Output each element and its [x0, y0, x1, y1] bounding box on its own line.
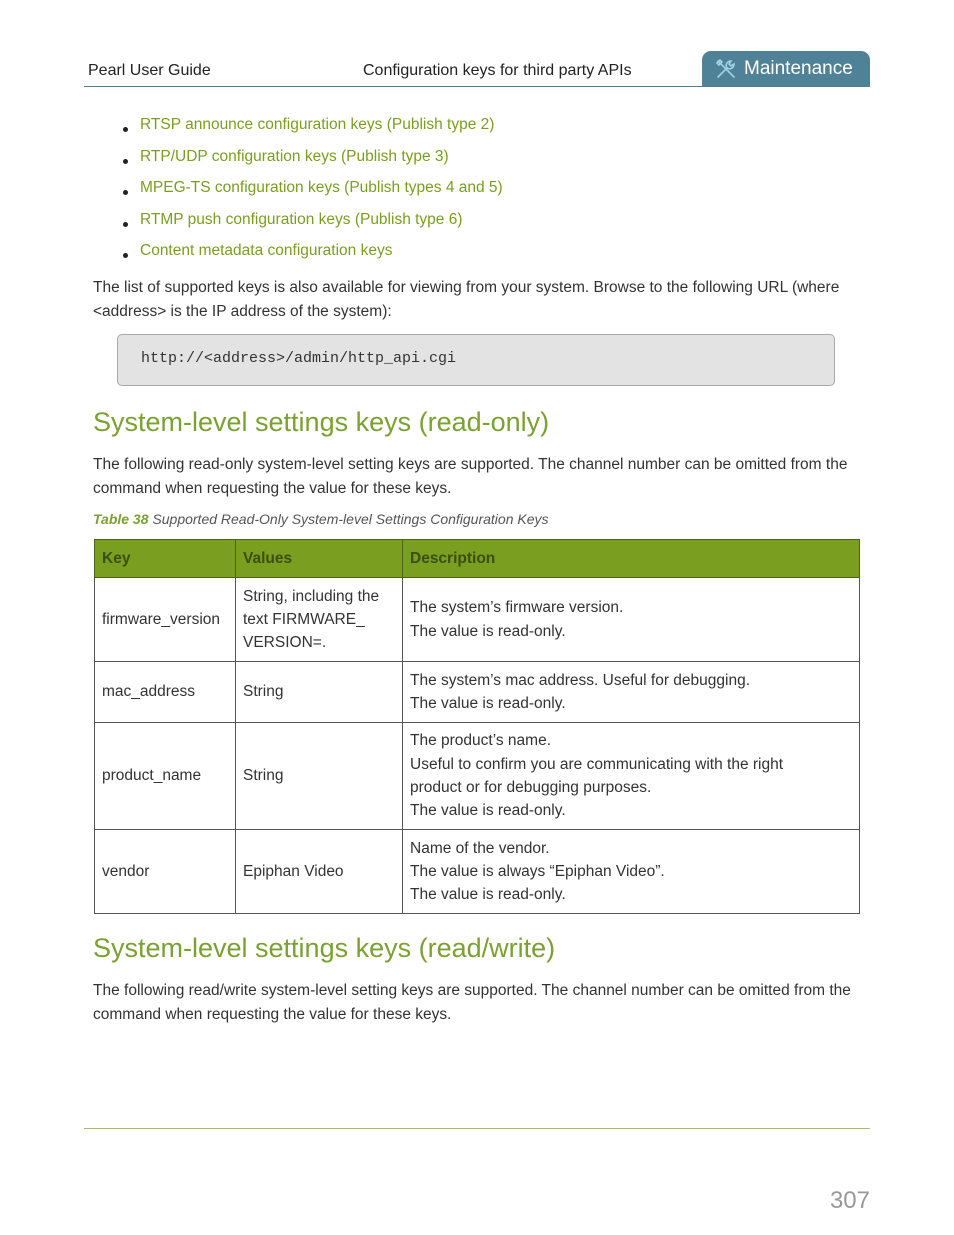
cell-key: product_name: [95, 723, 236, 830]
tools-icon: [714, 57, 738, 81]
intro-paragraph: The list of supported keys is also available for viewing from your system. Browse to the following URL (where <address> is the IP address of the system):: [93, 279, 840, 320]
header-values: Values: [236, 540, 403, 578]
list-item: [120, 148, 503, 180]
tab-label: Maintenance: [744, 58, 853, 79]
section-heading-read-only: System-level settings keys (read-only): [93, 407, 550, 437]
cell-key: vendor: [95, 830, 236, 914]
cell-values: Epiphan Video: [236, 830, 403, 914]
link-content-metadata[interactable]: Content metadata configuration keys: [140, 242, 393, 260]
cell-description: The system’s firmware version. The value is read-only.: [403, 578, 860, 662]
cell-key: mac_address: [95, 662, 236, 723]
cell-description: Name of the vendor. The value is always “Epiphan Video”. The value is read-only.: [403, 830, 860, 914]
table-header-row: [95, 540, 860, 578]
section-title: Configuration keys for third party APIs: [363, 62, 632, 79]
link-rtsp-announce[interactable]: RTSP announce configuration keys (Publish type 2): [140, 116, 495, 133]
list-item: [120, 211, 503, 243]
cell-description: The product’s name. Useful to confirm you are communicating with the right product or for debugging purposes. The value is read-only.: [403, 723, 860, 830]
header-key: Key: [95, 540, 236, 578]
cell-description: The system’s mac address. Useful for debugging. The value is read-only.: [403, 662, 860, 723]
table-row: [95, 723, 860, 830]
guide-title: Pearl User Guide: [88, 62, 211, 79]
header-rule: [84, 86, 870, 87]
page-number: 307: [829, 1187, 870, 1214]
table-row: [95, 830, 860, 914]
maintenance-tab: [702, 51, 870, 87]
page-header: [0, 0, 954, 90]
keys-table: [94, 539, 860, 914]
table-row: [95, 578, 860, 662]
table-caption: [93, 511, 549, 527]
link-rtmp-push[interactable]: RTMP push configuration keys (Publish type 6): [140, 210, 463, 228]
list-item: [120, 242, 503, 274]
section-heading-read-write: System-level settings keys (read/write): [93, 933, 556, 963]
table-row: [95, 662, 860, 723]
footer-rule: [84, 1128, 870, 1129]
link-list: [120, 116, 503, 274]
cell-values: String: [236, 662, 403, 723]
code-block: http://<address>/admin/http_api.cgi: [117, 334, 835, 386]
cell-key: firmware_version: [95, 578, 236, 662]
cell-values: String, including the text FIRMWARE_ VERSION=.: [236, 578, 403, 662]
section-paragraph-read-only: The following read-only system-level setting keys are supported. The channel number can be omitted from the command when requesting the value for these keys.: [93, 456, 848, 497]
table-caption-text: Supported Read-Only System-level Settings Configuration Keys: [152, 511, 549, 527]
link-rtp-udp[interactable]: RTP/UDP configuration keys (Publish type 3): [140, 147, 449, 165]
header-description: Description: [403, 540, 860, 578]
link-mpeg-ts[interactable]: MPEG-TS configuration keys (Publish types 4 and 5): [140, 179, 503, 197]
cell-values: String: [236, 723, 403, 830]
list-item: [120, 116, 503, 148]
table-caption-label: Table 38: [93, 511, 149, 527]
section-paragraph-read-write: The following read/write system-level setting keys are supported. The channel number can be omitted from the command when requesting the value for these keys.: [93, 982, 851, 1023]
list-item: [120, 179, 503, 211]
